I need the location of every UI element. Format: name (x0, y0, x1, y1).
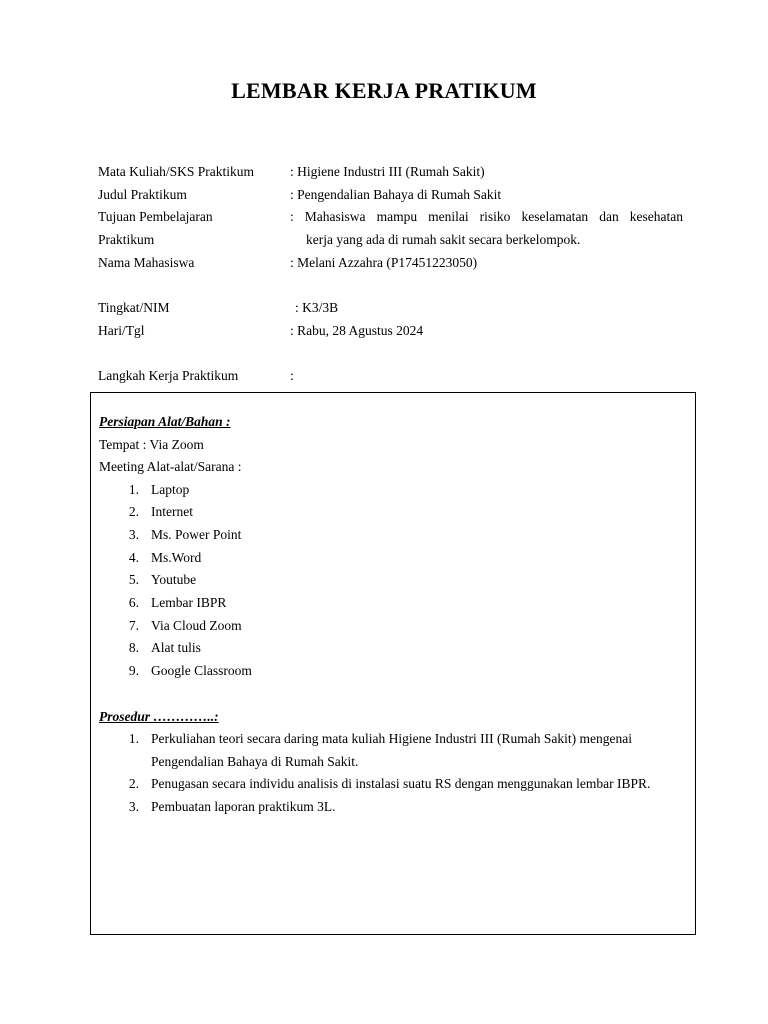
meeting-line: Meeting Alat-alat/Sarana : (99, 459, 242, 474)
list-text: Perkuliahan teori secara daring mata kuliah Higiene Industri III (Rumah Sakit) mengenai (151, 731, 632, 746)
list-number: 2. (128, 504, 139, 519)
mata-kuliah-label: Mata Kuliah/SKS Praktikum (98, 164, 254, 179)
list-item (99, 592, 659, 614)
list-number: 3. (128, 527, 139, 542)
list-number: 7. (128, 618, 139, 633)
list-item (99, 796, 689, 818)
list-number: 3. (128, 799, 139, 814)
list-number: 1. (128, 482, 139, 497)
langkah-value: : (290, 368, 294, 383)
list-number: 2. (128, 776, 139, 791)
document-title: LEMBAR KERJA PRATIKUM (231, 78, 537, 103)
info-row-langkah (98, 365, 688, 387)
list-text: Penugasan secara individu analisis di instalasi suatu RS dengan menggunakan lembar IBPR. (151, 776, 651, 791)
info-row-hari (98, 320, 688, 342)
list-item (99, 728, 689, 750)
tujuan-value-line2: kerja yang ada di rumah sakit secara berkelompok. (306, 232, 581, 247)
info-row-tingkat (98, 297, 688, 319)
info-row-nama (98, 252, 688, 274)
list-text: Pengendalian Bahaya di Rumah Sakit. (151, 754, 359, 769)
list-item (99, 501, 659, 523)
hari-value: : Rabu, 28 Agustus 2024 (290, 323, 424, 338)
tingkat-label: Tingkat/NIM (98, 300, 170, 315)
list-number: 9. (128, 663, 139, 678)
nama-value: : Melani Azzahra (P17451223050) (290, 255, 478, 270)
mata-kuliah-value: : Higiene Industri III (Rumah Sakit) (290, 164, 485, 179)
list-item (99, 637, 659, 659)
list-text: Internet (151, 504, 193, 519)
list-text: Ms. Power Point (151, 527, 242, 542)
tempat-line: Tempat : Via Zoom (99, 437, 204, 452)
persiapan-heading: Persiapan Alat/Bahan : (99, 414, 231, 429)
list-text: Youtube (151, 572, 197, 587)
tujuan-label-line1: Tujuan Pembelajaran (98, 209, 213, 224)
tujuan-value-line1: : Mahasiswa mampu menilai risiko keselamatan dan kesehatan (290, 209, 683, 224)
list-text: Via Cloud Zoom (151, 618, 242, 633)
list-number: 8. (128, 640, 139, 655)
tingkat-value: : K3/3B (295, 300, 339, 315)
info-row-mata-kuliah (98, 161, 688, 183)
list-item (99, 569, 659, 591)
list-item (99, 615, 659, 637)
list-text: Alat tulis (151, 640, 201, 655)
list-number: 5. (128, 572, 139, 587)
list-number: 6. (128, 595, 139, 610)
list-item (99, 547, 659, 569)
list-text: Laptop (151, 482, 190, 497)
hari-label: Hari/Tgl (98, 323, 145, 338)
list-text: Pembuatan laporan praktikum 3L. (151, 799, 336, 814)
list-text: Ms.Word (151, 550, 202, 565)
langkah-kerja-box (90, 392, 696, 935)
list-text: Lembar IBPR (151, 595, 227, 610)
list-number: 1. (128, 731, 139, 746)
langkah-label: Langkah Kerja Praktikum (98, 368, 239, 383)
list-item (99, 660, 659, 682)
list-number: 4. (128, 550, 139, 565)
judul-value: : Pengendalian Bahaya di Rumah Sakit (290, 187, 502, 202)
list-item (99, 524, 659, 546)
info-row-judul (98, 184, 688, 206)
list-item-continuation (99, 751, 689, 773)
list-item (99, 773, 689, 795)
nama-label: Nama Mahasiswa (98, 255, 195, 270)
list-text: Google Classroom (151, 663, 252, 678)
list-item (99, 479, 659, 501)
prosedur-heading: Prosedur …………..: (99, 709, 219, 724)
judul-label: Judul Praktikum (98, 187, 187, 202)
info-row-tujuan-2 (98, 229, 688, 251)
tujuan-label-line2: Praktikum (98, 232, 155, 247)
info-row-tujuan (98, 206, 688, 228)
